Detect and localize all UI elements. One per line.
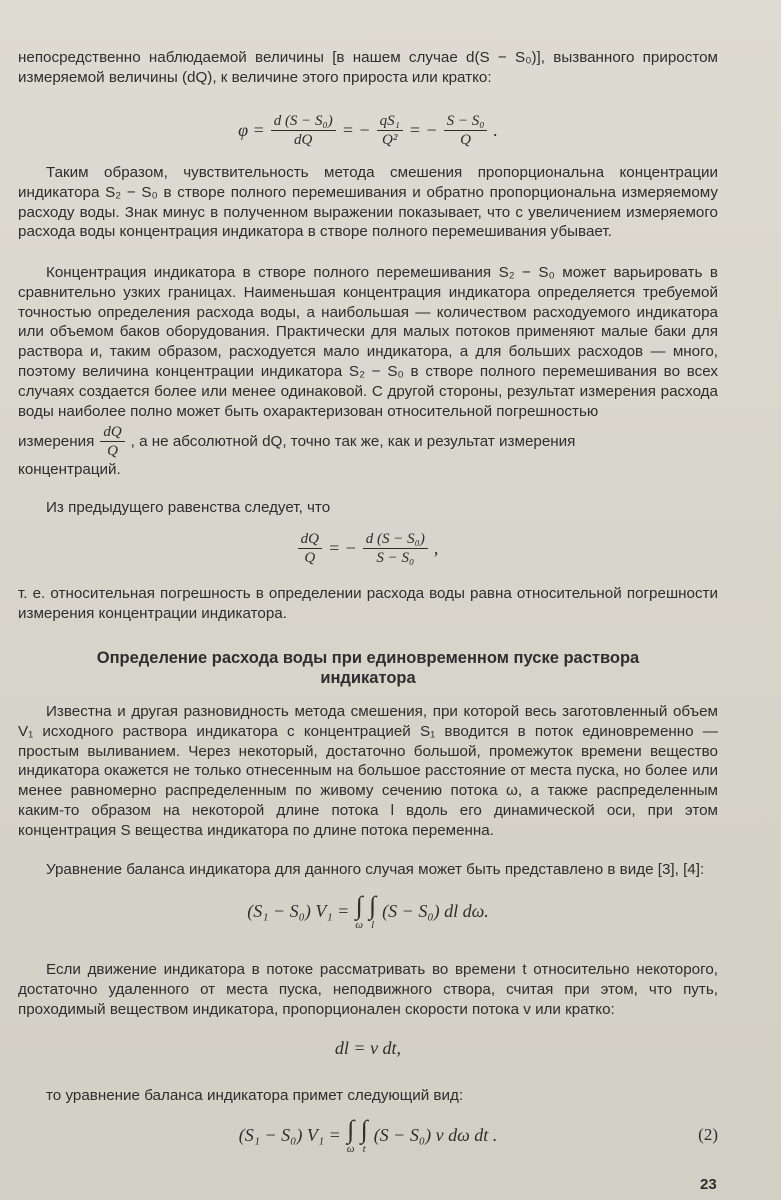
- formula-path: [18, 1038, 718, 1059]
- equation-number: (2): [698, 1125, 718, 1144]
- paragraph-1-text: непосредственно наблюдаемой величины [в нашем случае d(S − S₀)], вызванного приростом измеряемой величины (dQ), к величине этого прироста или кратко:: [18, 49, 718, 86]
- integral-subscript: ω: [346, 1143, 355, 1155]
- equals-sign: = −: [341, 120, 371, 140]
- denominator: Q: [107, 443, 118, 460]
- denominator: dQ: [294, 132, 313, 148]
- paragraph-5: [18, 584, 718, 624]
- fraction: [100, 423, 124, 460]
- formula-lhs: (S₁ − S₀) V₁ =: [238, 1124, 341, 1145]
- paragraph-9: [18, 1086, 718, 1106]
- numerator: d (S − S₀): [363, 530, 428, 549]
- page-number: 23: [700, 1176, 717, 1193]
- paragraph-8-text: Если движение индикатора в потоке рассматривать во времени t относительно некоторого, достаточно удаленного от места пуска, неподвижного створа, считая при этом, что путь, проходимый веществом индикатора, пропорционален скорости потока v или кратко:: [18, 961, 718, 1018]
- equals-sign: = −: [408, 120, 438, 140]
- numerator: d (S − S₀): [271, 112, 336, 131]
- formula-rhs: (S − S₀) dl dω.: [382, 900, 489, 921]
- paragraph-9-text: то уравнение баланса индикатора примет следующий вид:: [46, 1087, 464, 1104]
- integral-sign: ∫ t: [360, 1115, 368, 1155]
- text-fragment: измерения: [18, 432, 95, 450]
- numerator: dQ: [298, 530, 322, 549]
- period: .: [493, 120, 498, 140]
- formula-phi-lhs: φ =: [238, 120, 265, 140]
- formula-balance-time: [18, 1116, 718, 1154]
- integral-subscript: t: [362, 1143, 366, 1155]
- paragraph-3: [18, 263, 718, 480]
- integral-sign: ∫ ω: [346, 1115, 355, 1155]
- numerator: qS₁: [377, 112, 403, 131]
- paragraph-6-text: Известна и другая разновидность метода смешения, при которой весь заготовленный объем V₁ исходного раствора индикатора с концентрацией S₁ вводится в поток единовременно — простым выливанием. Через некоторый, достаточно большой, промежуток времени вещество индикатора окажется не только отнесенным на большое расстояние от места пуска, но более или менее равномерно распределенным по живому сечению потока ω, а также распределенным каким-то образом на некоторой длине потока l вдоль его динамической оси, при этом концентрация S вещества индикатора по длине потока переменна.: [18, 703, 718, 839]
- paragraph-7-text: Уравнение баланса индикатора для данного случая может быть представлено в виде [3], [4]:: [46, 861, 705, 878]
- paragraph-2: [18, 163, 718, 242]
- formula-relative-error: [18, 530, 718, 567]
- comma: ,: [433, 538, 439, 558]
- formula-balance: [18, 892, 718, 930]
- formula-path-text: dl = v dt,: [334, 1038, 402, 1058]
- integral-subscript: l: [371, 919, 375, 931]
- paragraph-3-text: Концентрация индикатора в створе полного перемешивания S₂ − S₀ может варьировать в сравнительно узких границах. Наименьшая концентрация индикатора определяется требуемой точностью определения расхода воды, а наибольшая — количеством расходуемого индикатора или объемом баков оборудования. Практически для малых потоков применяют малые баки для раствора и, таким образом, расходуется мало индикатора, а для больших расходов — много, поэтому величина концентрации индикатора S₂ − S₀ в створе полного перемешивания во всех случаях создается более или менее одинаковой. С другой стороны, результат измерения расхода воды наиболее полно может быть охарактеризован относительной погрешностью: [18, 264, 718, 420]
- paragraph-3-formula-line: [18, 423, 718, 460]
- equals-sign: = −: [327, 538, 357, 558]
- integral-subscript: ω: [355, 919, 364, 931]
- paragraph-6: [18, 702, 718, 841]
- formula-lhs: (S₁ − S₀) V₁ =: [247, 900, 350, 921]
- paragraph-1: [18, 48, 718, 88]
- integral-sign: ∫ ω: [355, 891, 364, 931]
- formula-rhs: (S − S₀) v dω dt .: [373, 1124, 498, 1145]
- paragraph-7: [18, 860, 718, 880]
- numerator: S − S₀: [444, 112, 488, 131]
- denominator: S − S₀: [376, 550, 415, 566]
- integral-sign: ∫ l: [369, 891, 377, 931]
- paragraph-4: [18, 498, 718, 518]
- section-heading-text: Определение расхода воды при единовременном пуске раствора индикатора: [96, 649, 640, 687]
- paragraph-4-text: Из предыдущего равенства следует, что: [46, 499, 331, 516]
- section-heading: [18, 648, 718, 688]
- fraction: [298, 530, 322, 567]
- denominator: Q: [304, 550, 316, 566]
- fraction: [363, 530, 428, 567]
- fraction: [271, 112, 336, 149]
- denominator: Q: [460, 132, 471, 148]
- text-fragment: , а не абсолютной dQ, точно так же, как и результат измерения: [130, 432, 576, 450]
- paragraph-3-end: концентраций.: [18, 461, 121, 479]
- fraction: [377, 112, 403, 149]
- numerator: dQ: [100, 423, 124, 442]
- paragraph-5-text: т. е. относительная погрешность в определении расхода воды равна относительной погрешности измерения концентрации индикатора.: [18, 585, 718, 622]
- fraction: [444, 112, 488, 149]
- paragraph-8: [18, 960, 718, 1019]
- paragraph-2-text: Таким образом, чувствительность метода смешения пропорциональна концентрации индикатора S₂ − S₀ в створе полного перемешивания и обратно пропорциональна измеряемому расходу воды. Знак минус в полученном выражении показывает, что с увеличением измеряемого расхода воды концентрация индикатора в створе полного перемешивания убывает.: [18, 164, 718, 241]
- denominator: Q²: [382, 132, 398, 148]
- formula-phi: [18, 112, 718, 149]
